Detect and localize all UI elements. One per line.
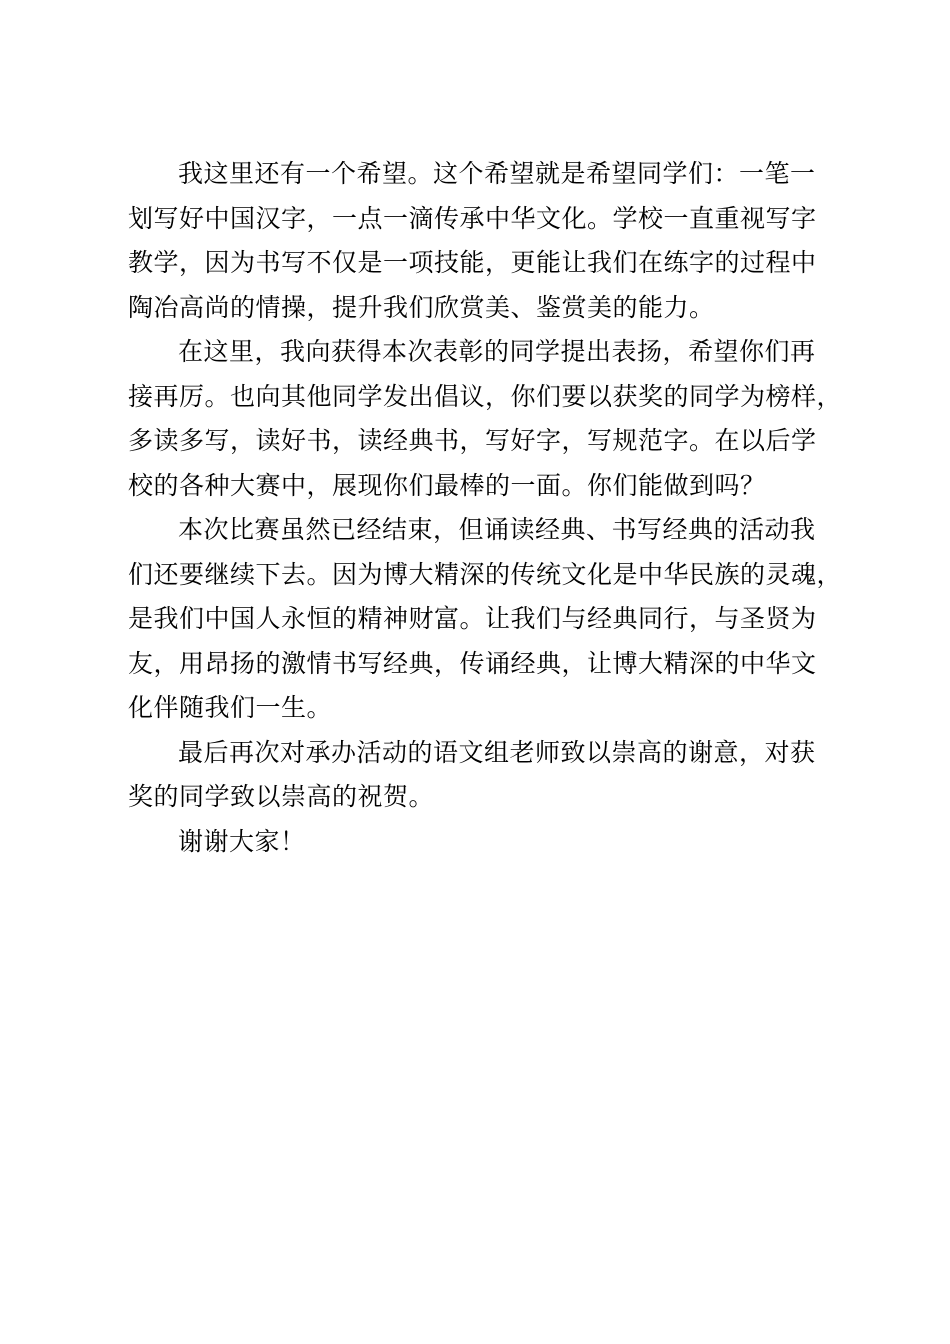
paragraph-line: 化伴随我们一生。 <box>128 693 333 722</box>
paragraph-line: 在这里，我向获得本次表彰的同学提出表扬，希望你们再 <box>178 337 816 366</box>
paragraph-2 <box>128 330 843 508</box>
paragraph-line: 奖的同学致以崇高的祝贺。 <box>128 782 435 811</box>
paragraph-line: 本次比赛虽然已经结束，但诵读经典、书写经典的活动我 <box>178 515 816 544</box>
paragraph-line: 们还要继续下去。因为博大精深的传统文化是中华民族的灵魂， <box>128 559 843 589</box>
paragraph-3 <box>128 508 843 731</box>
paragraph-1 <box>128 152 840 330</box>
paragraph-line: 多读多写，读好书，读经典书，写好字，写规范字。在以后学 <box>128 426 817 455</box>
paragraph-line: 是我们中国人永恒的精神财富。让我们与经典同行，与圣贤为 <box>128 604 817 633</box>
paragraph-5 <box>128 820 840 865</box>
paragraph-line: 友，用昂扬的激情书写经典，传诵经典，让博大精深的中华文 <box>128 648 817 678</box>
paragraph-line: 校的各种大赛中，展现你们最棒的一面。你们能做到吗？ <box>128 470 766 500</box>
paragraph-4 <box>128 731 840 820</box>
paragraph-line: 教学，因为书写不仅是一项技能，更能让我们在练字的过程中 <box>128 248 817 277</box>
paragraph-line: 划写好中国汉字，一点一滴传承中华文化。学校一直重视写字 <box>128 203 817 233</box>
paragraph-line: 最后再次对承办活动的语文组老师致以崇高的谢意，对获 <box>178 737 816 767</box>
closing-line: 谢谢大家！ <box>178 826 306 856</box>
paragraph-line: 陶冶高尚的情操，提升我们欣赏美、鉴赏美的能力。 <box>128 292 715 322</box>
document-body <box>128 152 843 864</box>
paragraph-line: 我这里还有一个希望。这个希望就是希望同学们：一笔一 <box>178 159 816 188</box>
paragraph-line: 接再厉。也向其他同学发出倡议，你们要以获奖的同学为榜样， <box>128 381 843 411</box>
